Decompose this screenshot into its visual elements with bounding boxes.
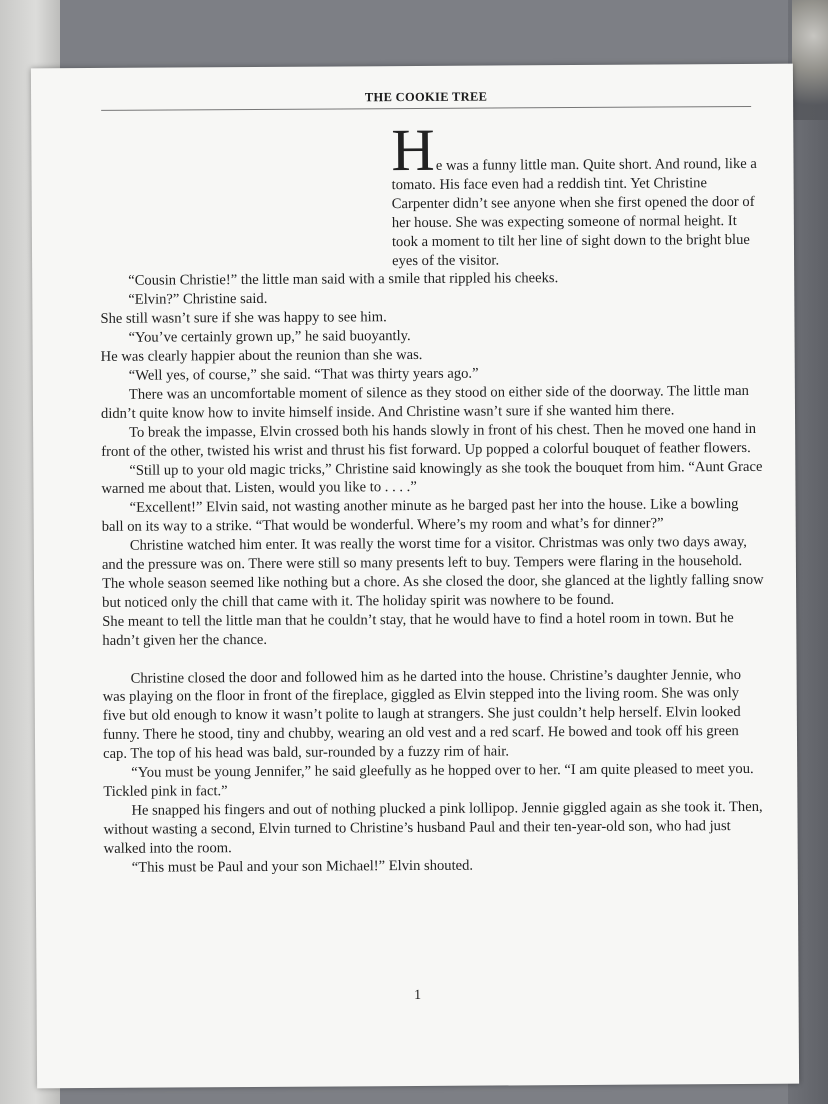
paragraph: “Well yes, of course,” she said. “That was thirty years ago.” — [128, 365, 479, 384]
paragraph-1 — [99, 116, 762, 272]
paragraph: “Cousin Christie!” the little man said with a smile that rippled his cheeks. — [128, 270, 559, 290]
paragraph: “You’ve certainly grown up,” he said buoyantly. — [128, 328, 411, 346]
paragraph: “You must be young Jennifer,” he said gleefully as he hopped over to her. “I am quite pleased to meet you. Tickled pink in fact.” — [103, 761, 754, 800]
paragraph-1-text: e was a funny little man. Quite short. And round, like a tomato. His face even had a reddish tint. Yet Christine Carpenter didn’t see anyone when she first opened the door of her house. She was expecting someone of normal height. It took a moment to tilt her line of sight down to the bright blue eyes of the visitor. — [391, 155, 757, 269]
paragraph: She meant to tell the little man that he couldn’t stay, that he would have to find a hotel room in town. But he hadn’t given her the chance. — [102, 609, 734, 649]
paragraph: He was clearly happier about the reunion than she was. — [100, 347, 423, 365]
paragraph: “Still up to your old magic tricks,” Christine said knowingly as she took the bouquet from him. “Aunt Grace warned me about that. Listen, would you like to . . . .” — [101, 458, 763, 498]
body-text — [99, 116, 766, 878]
book-page — [31, 64, 799, 1089]
drop-cap: H — [391, 116, 435, 184]
paragraph: Christine closed the door and followed him as he darted into the house. Christine’s daughter Jennie, who was playing on the floor in front of the fireplace, giggled as Elvin stepped into the living room. She was only five but old enough to know it wasn’t polite to laugh at strangers. She just couldn’t help herself. Elvin looked funny. There he stood, tiny and chubby, wearing an old vest and a red scarf. He bowed and took off his green cap. The top of his head was bald, sur-rounded by a fuzzy rim of hair. — [102, 666, 742, 763]
corner-object — [792, 0, 828, 120]
running-head: THE COOKIE TREE — [101, 88, 751, 111]
paragraph: To break the impasse, Elvin crossed both his hands slowly in front of his chest. Then he moved one hand in front of the other, twisted his wrist and thrust his fist forward. Up popped a colorful bouquet of feather flowers. — [101, 420, 757, 460]
paragraph: She still wasn’t sure if she was happy to see him. — [100, 309, 387, 328]
paragraph: “This must be Paul and your son Michael!” Elvin shouted. — [131, 857, 474, 876]
first-line — [99, 116, 762, 272]
page-number: 1 — [414, 987, 422, 1004]
paragraph: “Elvin?” Christine said. — [128, 291, 268, 309]
paragraph: There was an uncomfortable moment of silence as they stood on either side of the doorway. The little man didn’t quite know how to invite himself inside. And Christine wasn’t sure if she wanted him there. — [100, 382, 749, 422]
paragraph: Christine watched him enter. It was really the worst time for a visitor. Christmas was only two days away, and the pressure was on. There were still so many presents left to buy. Tempers were flaring in the household. The whole season seemed like nothing but a chore. As she closed the door, she glanced at the lightly falling snow but noticed only the chill that came with it. The holiday spirit was nowhere to be found. — [101, 534, 764, 611]
paragraph: “Excellent!” Elvin said, not wasting another minute as he barged past her into the house. Like a bowling ball on its way to a strike. “That would be wonderful. Where’s my room and what’s for dinner?” — [101, 496, 739, 536]
paragraph: He snapped his fingers and out of nothing plucked a pink lollipop. Jennie giggled again as she took it. Then, without wasting a second, Elvin turned to Christine’s husband Paul and their ten-year-old son, who had just walked into the room. — [103, 798, 763, 857]
